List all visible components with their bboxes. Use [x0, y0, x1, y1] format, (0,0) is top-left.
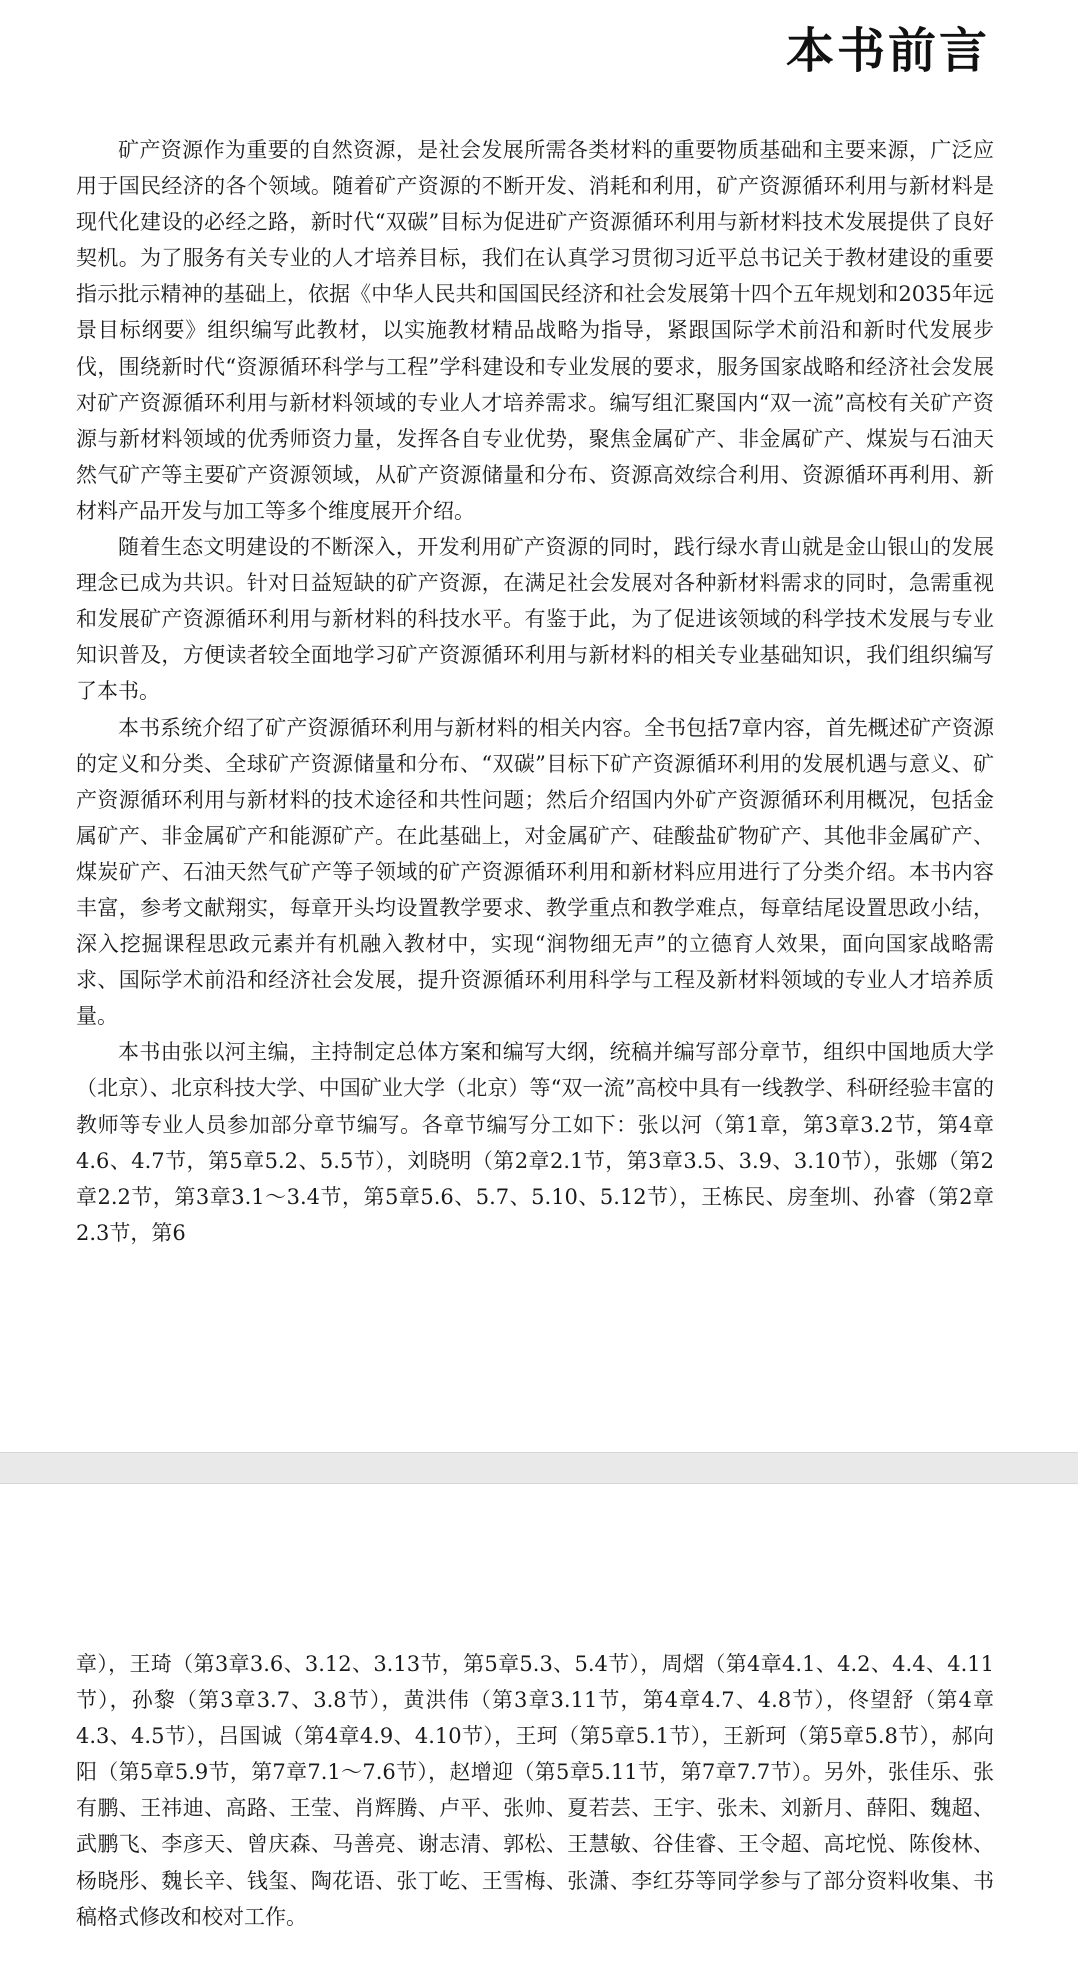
paragraph: 本书系统介绍了矿产资源循环利用与新材料的相关内容。全书包括7章内容，首先概述矿产资源的定义和分类、全球矿产资源储量和分布、“双碳”目标下矿产资源循环利用的发展机遇与意义、矿产资源循环利用与新材料的技术途径和共性问题；然后介绍国内外矿产资源循环利用概况，包括金属矿产、非金属矿产和能源矿产。在此基础上，对金属矿产、硅酸盐矿物矿产、其他非金属矿产、煤炭矿产、石油天然气矿产等子领域的矿产资源循环利用和新材料应用进行了分类介绍。本书内容丰富，参考文献翔实，每章开头均设置教学要求、教学重点和教学难点，每章结尾设置思政小结，深入挖掘课程思政元素并有机融入教材中，实现“润物细无声”的立德育人效果，面向国家战略需求、国际学术前沿和经济社会发展，提升资源循环利用科学与工程及新材料领域的专业人才培养质量。: [76, 715, 994, 1029]
page-title: 本书前言: [785, 23, 990, 79]
paragraph: 随着生态文明建设的不断深入，开发利用矿产资源的同时，践行绿水青山就是金山银山的发展理念已成为共识。针对日益短缺的矿产资源，在满足社会发展对各种新材料需求的同时，急需重视和发展矿产资源循环利用与新材料的科技水平。有鉴于此，为了促进该领域的科学技术发展与专业知识普及，方便读者较全面地学习矿产资源循环利用与新材料的相关专业基础知识，我们组织编写了本书。: [76, 535, 994, 704]
paragraph: 本书由张以河主编，主持制定总体方案和编写大纲，统稿并编写部分章节，组织中国地质大学（北京）、北京科技大学、中国矿业大学（北京）等“双一流”高校中具有一线教学、科研经验丰富的教师等专业人员参加部分章节编写。各章节编写分工如下：张以河（第1章，第3章3.2节，第4章4.6、4.7节，第5章5.2、5.5节），刘晓明（第2章2.1节，第3章3.5、3.9、3.10节），张娜（第2章2.2节，第3章3.1～3.4节，第5章5.6、5.7、5.10、5.12节），王栋民、房奎圳、孙睿（第2章2.3节，第6: [76, 1040, 994, 1245]
page-2: [0, 1484, 1078, 1970]
paragraph: 章），王琦（第3章3.6、3.12、3.13节，第5章5.3、5.4节），周熠（第4章4.1、4.2、4.4、4.11节），孙黎（第3章3.7、3.8节），黄洪伟（第3章3.11节，第4章4.7、4.8节），佟望舒（第4章4.3、4.5节），吕国诚（第4章4.9、4.10节），王珂（第5章5.1节），王新珂（第5章5.8节），郝向阳（第5章5.9节，第7章7.1～7.6节），赵增迎（第5章5.11节，第7章7.7节）。另外，张佳乐、张有鹏、王祎迪、高路、王莹、肖辉腾、卢平、张帅、夏若芸、王宇、张未、刘新月、薛阳、魏超、武鹏飞、李彦天、曾庆森、马善亮、谢志清、郭松、王慧敏、谷佳睿、王令超、高坨悦、陈俊林、杨晓彤、魏长辛、钱玺、陶花语、张丁屹、王雪梅、张潇、李红芬等同学参与了部分资料收集、书稿格式修改和校对工作。: [76, 1652, 994, 1929]
preface-body-continued: [76, 1646, 994, 1935]
page-separator: [0, 1452, 1078, 1484]
preface-body: [76, 132, 994, 1251]
paragraph: 矿产资源作为重要的自然资源，是社会发展所需各类材料的重要物质基础和主要来源，广泛应用于国民经济的各个领域。随着矿产资源的不断开发、消耗和利用，矿产资源循环利用与新材料是现代化建设的必经之路，新时代“双碳”目标为促进矿产资源循环利用与新材料技术发展提供了良好契机。为了服务有关专业的人才培养目标，我们在认真学习贯彻习近平总书记关于教材建设的重要指示批示精神的基础上，依据《中华人民共和国国民经济和社会发展第十四个五年规划和2035年远景目标纲要》组织编写此教材，以实施教材精品战略为指导，紧跟国际学术前沿和新时代发展步伐，围绕新时代“资源循环科学与工程”学科建设和专业发展的要求，服务国家战略和经济社会发展对矿产资源循环利用与新材料领域的专业人才培养需求。编写组汇聚国内“双一流”高校有关矿产资源与新材料领域的优秀师资力量，发挥各自专业优势，聚焦金属矿产、非金属矿产、煤炭与石油天然气矿产等主要矿产资源领域，从矿产资源储量和分布、资源高效综合利用、资源循环再利用、新材料产品开发与加工等多个维度展开介绍。: [76, 138, 994, 523]
